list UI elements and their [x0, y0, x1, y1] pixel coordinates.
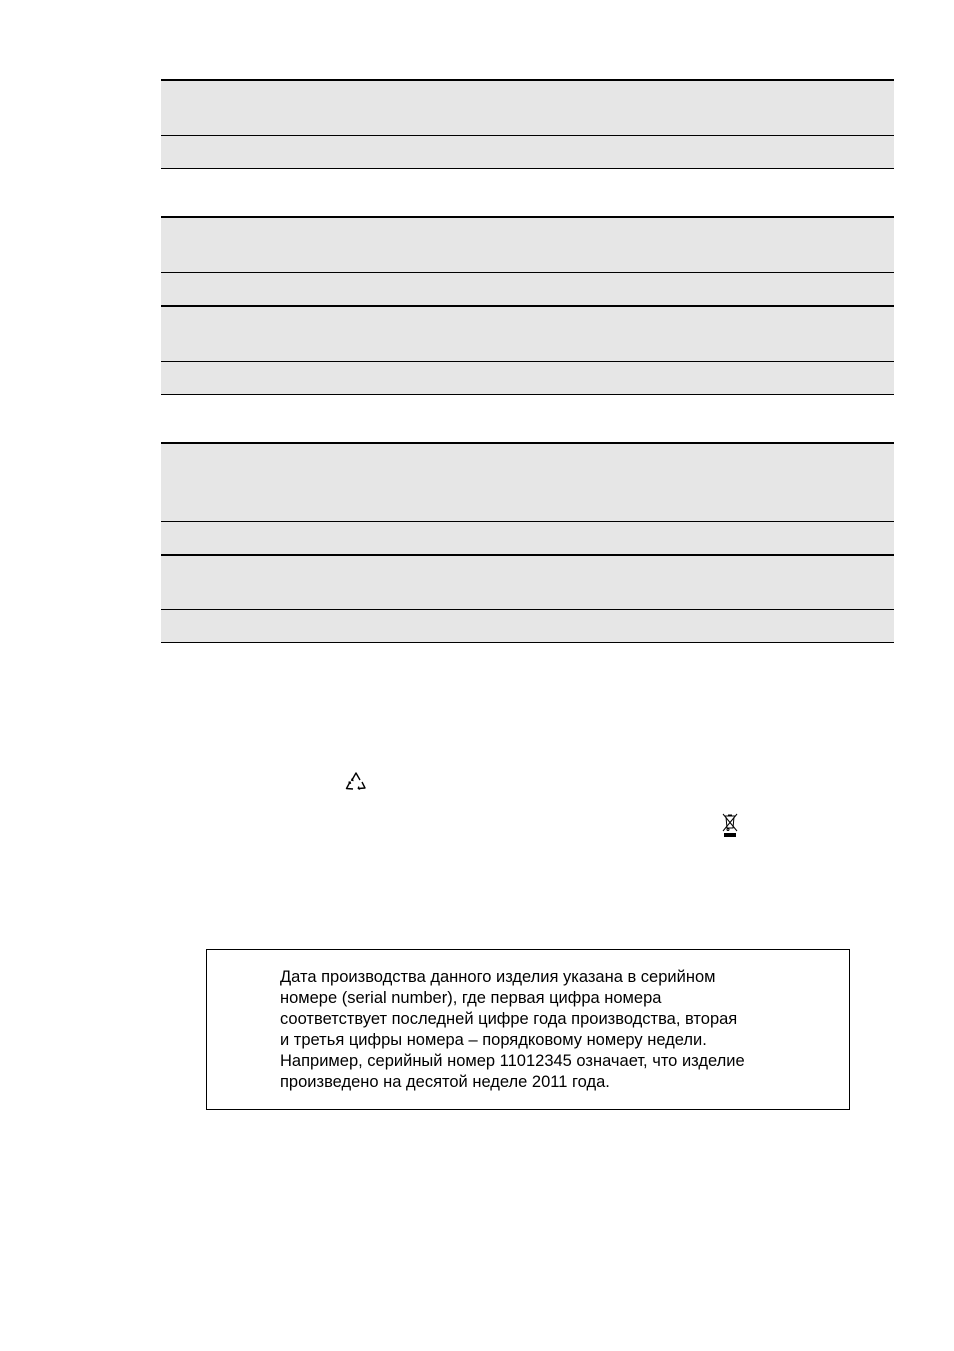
table1-bottom-rule [161, 168, 894, 169]
crossed-out-wheelie-bin-icon [720, 811, 740, 839]
table3-rule-1 [161, 521, 894, 522]
notice-line: Например, серийный номер 11012345 означает, что изделие [280, 1052, 745, 1070]
table1-header-row [161, 80, 894, 136]
table1-mid-rule [161, 135, 894, 136]
recycle-icon [342, 768, 370, 796]
table2-header-row [161, 217, 894, 273]
table2-data-row-2 [161, 362, 894, 394]
table3-header-row-2 [161, 555, 894, 609]
table1-data-row [161, 136, 894, 168]
notice-line: произведено на десятой неделе 2011 года. [280, 1073, 610, 1091]
table2-header-row-2 [161, 306, 894, 362]
production-date-notice [206, 949, 850, 1110]
notice-line: номере (serial number), где первая цифра номера [280, 989, 662, 1007]
table1-top-rule [161, 79, 894, 81]
table3-header-row [161, 443, 894, 521]
table3-data-row-2 [161, 609, 894, 642]
table2-rule-1 [161, 272, 894, 273]
table2-bottom-rule [161, 394, 894, 395]
notice-line: соответствует последней цифре года производства, вторая [280, 1010, 738, 1028]
table2-rule-3 [161, 361, 894, 362]
table2-top-rule [161, 216, 894, 218]
table3-top-rule [161, 442, 894, 444]
table2-rule-2 [161, 305, 894, 307]
table3-bottom-rule [161, 642, 894, 643]
notice-line: и третья цифры номера – порядковому номеру недели. [280, 1031, 707, 1049]
table2-data-row [161, 273, 894, 305]
notice-line: Дата производства данного изделия указана в серийном [280, 968, 716, 986]
notice-text [280, 967, 840, 1093]
table3-rule-3 [161, 609, 894, 610]
table3-rule-2 [161, 554, 894, 556]
table3-data-row [161, 521, 894, 554]
